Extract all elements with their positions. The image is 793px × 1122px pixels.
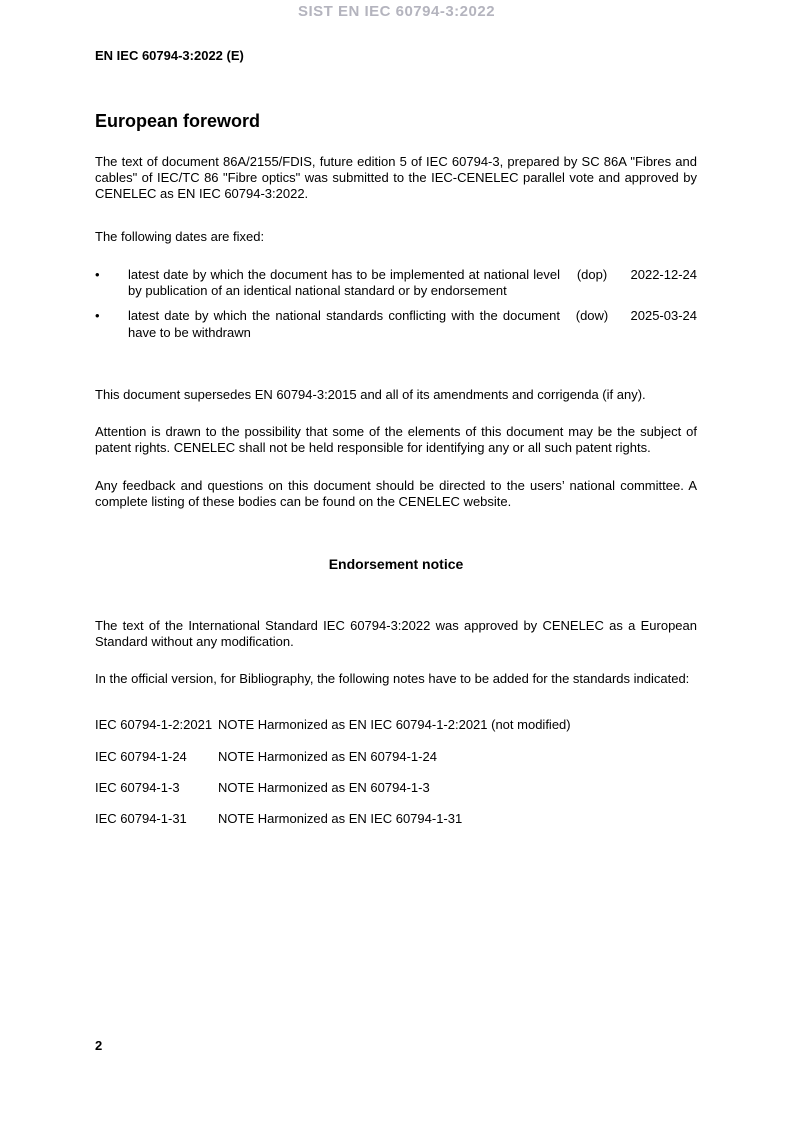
- date-item-abbreviation: (dow): [575, 308, 609, 324]
- endorsement-paragraph-1: The text of the International Standard IEC 60794-3:2022 was approved by CENELEC as a European Standard without any modification.: [95, 617, 697, 649]
- date-item-text: latest date by which the document has to be implemented at national level by publication of an identical national standard or by endorsement: [128, 266, 560, 298]
- note-text: NOTE Harmonized as EN 60794-1-3: [218, 779, 430, 795]
- bullet-icon: •: [95, 308, 100, 324]
- date-item-value: 2025-03-24: [630, 308, 697, 324]
- date-item-value: 2022-12-24: [630, 266, 697, 282]
- foreword-paragraph-2: This document supersedes EN 60794-3:2015 and all of its amendments and corrigenda (if any).: [95, 386, 646, 402]
- note-text: NOTE Harmonized as EN 60794-1-24: [218, 748, 437, 764]
- note-row: [95, 811, 697, 827]
- note-text: NOTE Harmonized as EN IEC 60794-1-2:2021 (not modified): [218, 717, 571, 733]
- document-reference: EN IEC 60794-3:2022 (E): [95, 48, 244, 63]
- foreword-paragraph-4: Any feedback and questions on this document should be directed to the users’ national committee. A complete listing of these bodies can be found on the CENELEC website.: [95, 477, 697, 509]
- foreword-paragraph-1: The text of document 86A/2155/FDIS, future edition 5 of IEC 60794-3, prepared by SC 86A "Fibres and cables" of IEC/TC 86 "Fibre optics" was submitted to the IEC-CENELEC parallel vote and approved by CENELEC as EN IEC 60794-3:2022.: [95, 153, 697, 202]
- endorsement-paragraph-2: In the official version, for Bibliography, the following notes have to be added for the standards indicated:: [95, 671, 690, 686]
- note-standard-id: IEC 60794-1-3: [95, 779, 180, 795]
- endorsement-notice-title: Endorsement notice: [328, 556, 464, 572]
- foreword-title: European foreword: [95, 111, 261, 132]
- page-number: 2: [95, 1038, 103, 1053]
- note-standard-id: IEC 60794-1-31: [95, 811, 187, 826]
- date-item-dop: [95, 267, 697, 300]
- note-standard-id: IEC 60794-1-24: [95, 748, 187, 764]
- note-row: [95, 717, 697, 733]
- dates-intro-text: The following dates are fixed:: [95, 228, 265, 244]
- bullet-icon: •: [95, 266, 100, 282]
- watermark-header: SIST EN IEC 60794-3:2022: [297, 3, 496, 20]
- note-row: [95, 749, 697, 765]
- date-item-abbreviation: (dop): [576, 266, 608, 282]
- date-item-dow: [95, 308, 697, 341]
- date-item-text: latest date by which the national standards conflicting with the document have to be withdrawn: [128, 308, 560, 340]
- foreword-paragraph-3: Attention is drawn to the possibility that some of the elements of this document may be the subject of patent rights. CENELEC shall not be held responsible for identifying any or all such patent rights.: [95, 424, 697, 456]
- harmonized-notes-list: [95, 717, 697, 827]
- note-text: NOTE Harmonized as EN IEC 60794-1-31: [218, 811, 463, 826]
- note-standard-id: IEC 60794-1-2:2021: [95, 717, 213, 733]
- note-row: [95, 780, 697, 796]
